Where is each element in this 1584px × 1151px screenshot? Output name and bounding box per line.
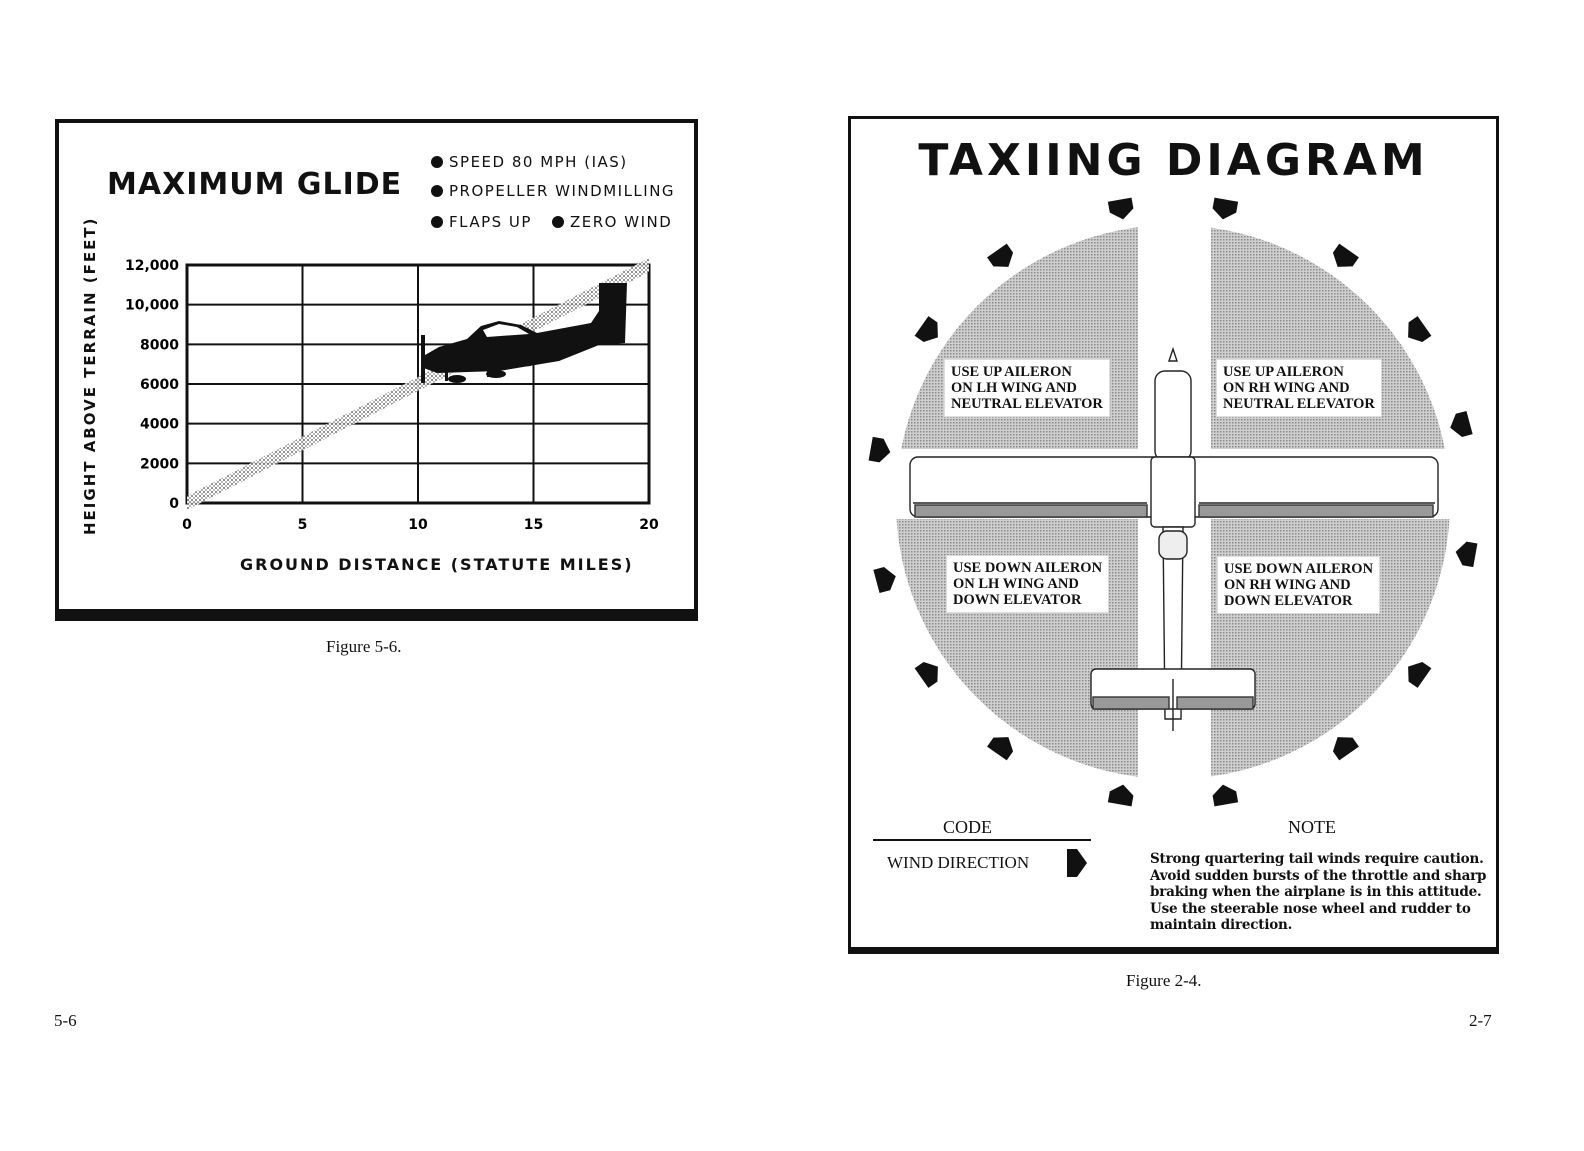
wind-direction-arrow-icon xyxy=(1447,411,1473,439)
wind-direction-arrow-icon xyxy=(915,316,945,347)
wind-direction-arrow-icon xyxy=(1067,849,1087,877)
condition-speed: SPEED 80 MPH (IAS) xyxy=(431,153,628,171)
y-tick-label: 8000 xyxy=(140,337,179,354)
wind-direction-arrow-icon xyxy=(1401,657,1431,688)
condition-propeller: PROPELLER WINDMILLING xyxy=(431,182,675,200)
wind-direction-arrow-icon xyxy=(1328,244,1359,274)
y-tick-label: 0 xyxy=(169,496,179,512)
wind-direction-arrow-icon xyxy=(915,657,945,688)
diagram-title: TAXIING DIAGRAM xyxy=(918,135,1429,186)
code-divider xyxy=(873,839,1091,841)
label-lower-right: USE DOWN AILERON ON RH WING AND DOWN ELEVATOR xyxy=(1217,556,1380,614)
x-tick-label: 0 xyxy=(182,517,192,533)
glide-chart-card xyxy=(55,119,698,621)
wind-direction-arrow-icon xyxy=(987,730,1018,760)
x-tick-label: 5 xyxy=(297,517,308,533)
wind-direction-arrow-icon xyxy=(1401,316,1431,347)
label-lower-left: USE DOWN AILERON ON LH WING AND DOWN ELEVATOR xyxy=(946,555,1109,613)
glide-chart-plot xyxy=(59,123,694,613)
y-tick-label: 10,000 xyxy=(124,297,179,314)
page-number: 2-7 xyxy=(1469,1011,1492,1030)
x-tick-labels xyxy=(182,517,659,533)
wind-direction-arrow-icon xyxy=(1454,540,1478,567)
wind-direction-arrow-icon xyxy=(1108,783,1135,807)
label-upper-right: USE UP AILERON ON RH WING AND NEUTRAL ELEVATOR xyxy=(1216,359,1382,417)
wind-direction-arrow-icon xyxy=(873,565,899,593)
y-tick-label: 12,000 xyxy=(124,258,179,274)
page-number: 5-6 xyxy=(54,1011,77,1030)
chart-title: MAXIMUM GLIDE xyxy=(107,167,403,202)
x-tick-label: 20 xyxy=(639,517,659,533)
code-heading: CODE xyxy=(943,817,992,837)
y-tick-label: 2000 xyxy=(140,456,179,473)
y-tick-label: 6000 xyxy=(140,377,179,393)
taxiing-diagram-card xyxy=(848,116,1499,954)
wind-direction-label: WIND DIRECTION xyxy=(887,853,1030,872)
wind-direction-arrow-icon xyxy=(987,244,1018,274)
condition-flaps: FLAPS UP xyxy=(431,213,532,231)
y-tick-labels xyxy=(125,258,179,512)
condition-wind: ZERO WIND xyxy=(552,213,672,231)
note-heading: NOTE xyxy=(1288,817,1336,837)
y-tick-label: 4000 xyxy=(140,416,179,433)
x-tick-label: 15 xyxy=(523,517,544,533)
x-axis-label: GROUND DISTANCE (STATUTE MILES) xyxy=(240,555,634,574)
figure-caption: Figure 5-6. xyxy=(326,637,402,656)
wind-direction-arrow-icon xyxy=(1211,783,1238,807)
wind-direction-arrow-icon xyxy=(1211,198,1238,222)
label-upper-left: USE UP AILERON ON LH WING AND NEUTRAL ELEVATOR xyxy=(944,359,1110,417)
note-text: Strong quartering tail winds require caution. Avoid sudden bursts of the throttle and sharp braking when the airplane is in this attitude. Use the steerable nose wheel and rudder to maintain direction. xyxy=(1150,851,1487,933)
figure-caption: Figure 2-4. xyxy=(1126,971,1202,990)
wind-direction-arrow-icon xyxy=(869,437,893,464)
wind-direction-arrow-icon xyxy=(1328,730,1359,760)
wind-direction-arrow-icon xyxy=(1108,198,1135,222)
y-axis-label: HEIGHT ABOVE TERRAIN (FEET) xyxy=(81,216,99,535)
x-tick-label: 10 xyxy=(408,517,428,533)
